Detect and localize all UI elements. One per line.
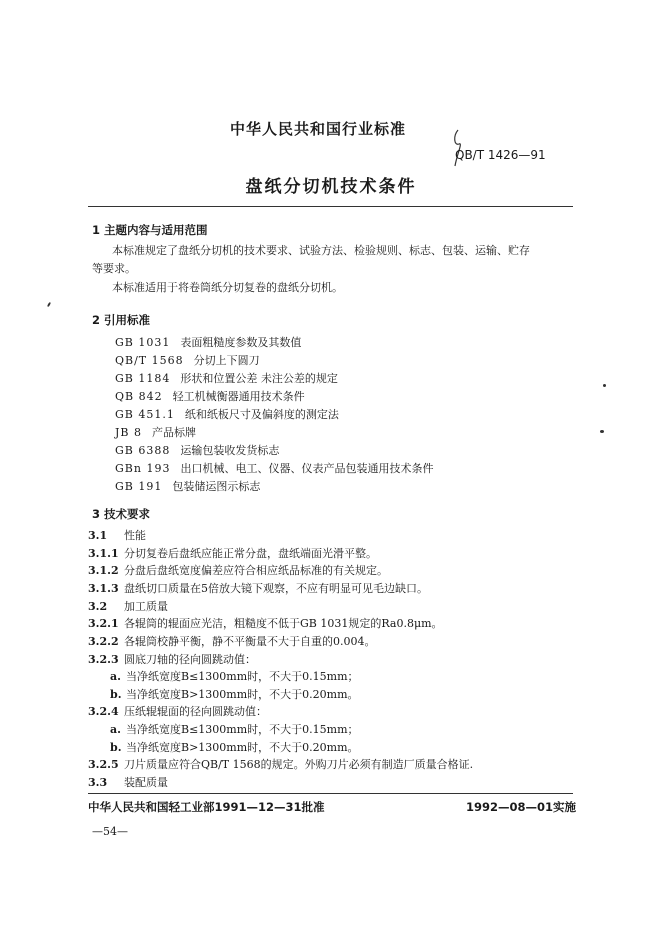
ref-item xyxy=(115,352,260,368)
ref-code: GB 191 xyxy=(115,480,163,493)
ref-title: 出口机械、电工、仪器、仪表产品包装通用技术条件 xyxy=(180,462,434,475)
clause-subitem xyxy=(110,739,359,755)
clause-item xyxy=(88,633,376,649)
clause-number: 3.2.1 xyxy=(88,617,119,630)
ref-code: GBn 193 xyxy=(115,462,171,475)
ref-code: GB 6388 xyxy=(115,444,171,457)
ref-item xyxy=(115,388,305,404)
ref-code: JB 8 xyxy=(115,426,142,439)
clause-text: 当净纸宽度B≤1300mm时，不大于0.15mm； xyxy=(126,723,359,736)
clause-item xyxy=(88,527,146,543)
clause-subitem xyxy=(110,668,359,684)
clause-text: 当净纸宽度B≤1300mm时，不大于0.15mm； xyxy=(126,670,359,683)
clause-item xyxy=(88,756,473,772)
ref-title: 运输包装收发货标志 xyxy=(180,444,280,457)
footer-rule xyxy=(88,793,573,794)
section-1-para1-line2: 等要求。 xyxy=(92,262,136,275)
ref-item xyxy=(115,424,196,440)
ref-title: 轻工机械衡器通用技术条件 xyxy=(172,390,305,403)
clause-sub-letter: b. xyxy=(110,741,122,754)
clause-text: 刀片质量应符合QB/T 1568的规定。外购刀片必须有制造厂质量合格证. xyxy=(124,758,474,771)
clause-text: 分盘后盘纸宽度偏差应符合相应纸品标准的有关规定。 xyxy=(124,564,388,577)
implementation-date: 1992—08—01实施 xyxy=(466,800,577,814)
ref-item xyxy=(115,406,339,422)
ref-title: 表面粗糙度参数及其数值 xyxy=(180,336,302,349)
clause-item xyxy=(88,651,256,667)
section-1-para1-line1: 本标准规定了盘纸分切机的技术要求、试验方法、检验规则、标志、包装、运输、贮存 xyxy=(112,244,530,257)
clause-item xyxy=(88,703,267,719)
clause-number: 3.1 xyxy=(88,529,108,542)
clause-number: 3.2 xyxy=(88,600,108,613)
ref-item xyxy=(115,460,433,476)
clause-sub-letter: b. xyxy=(110,688,122,701)
ref-title: 产品标牌 xyxy=(152,426,196,439)
ref-item xyxy=(115,334,301,350)
ref-title: 纸和纸板尺寸及偏斜度的测定法 xyxy=(184,408,339,421)
clause-text: 圆底刀轴的径向圆跳动值： xyxy=(124,653,256,666)
clause-item xyxy=(88,598,168,614)
clause-number: 3.2.4 xyxy=(88,705,119,718)
clause-text: 各辊筒校静平衡，静不平衡量不大于自重的0.004。 xyxy=(124,635,376,648)
clause-item xyxy=(88,615,443,631)
clause-number: 3.1.1 xyxy=(88,547,119,560)
section-2-heading: 2 引用标准 xyxy=(92,313,151,327)
ref-title: 形状和位置公差 未注公差的规定 xyxy=(180,372,338,385)
clause-number: 3.2.5 xyxy=(88,758,119,771)
ref-title: 包装储运图示标志 xyxy=(172,480,261,493)
ref-code: GB 1031 xyxy=(115,336,171,349)
ref-code: QB 842 xyxy=(115,390,163,403)
clause-text: 装配质量 xyxy=(124,776,168,789)
clause-text: 分切复卷后盘纸应能正常分盘，盘纸端面光滑平整。 xyxy=(124,547,377,560)
clause-number: 3.3 xyxy=(88,776,108,789)
scan-speck xyxy=(600,430,604,433)
clause-number: 3.2.3 xyxy=(88,653,119,666)
section-3-heading: 3 技术要求 xyxy=(92,507,151,521)
header-rule xyxy=(88,206,573,207)
approval-line: 中华人民共和国轻工业部1991—12—31批准 xyxy=(88,800,325,814)
scan-speck xyxy=(603,384,606,387)
ref-item xyxy=(115,370,338,386)
clause-number: 3.1.3 xyxy=(88,582,119,595)
section-1-heading: 1 主题内容与适用范围 xyxy=(92,223,208,237)
clause-item xyxy=(88,545,377,561)
clause-sub-letter: a. xyxy=(110,670,121,683)
clause-text: 压纸辊辊面的径向圆跳动值： xyxy=(124,705,267,718)
document-title: 盘纸分切机技术条件 xyxy=(245,177,417,197)
ref-code: QB/T 1568 xyxy=(115,354,184,367)
page-number: —54— xyxy=(92,825,128,838)
clause-item xyxy=(88,562,388,578)
ref-title: 分切上下圆刀 xyxy=(193,354,260,367)
ref-item xyxy=(115,478,260,494)
clause-number: 3.2.2 xyxy=(88,635,119,648)
section-1-para2: 本标准适用于将卷筒纸分切复卷的盘纸分切机。 xyxy=(112,281,343,294)
scan-speck xyxy=(47,302,51,307)
clause-text: 当净纸宽度B>1300mm时，不大于0.20mm。 xyxy=(126,688,359,701)
ref-item xyxy=(115,442,279,458)
clause-text: 加工质量 xyxy=(124,600,168,613)
issuing-body: 中华人民共和国行业标准 xyxy=(230,120,407,138)
clause-text: 盘纸切口质量在5倍放大镜下观察，不应有明显可见毛边缺口。 xyxy=(124,582,428,595)
clause-sub-letter: a. xyxy=(110,723,121,736)
clause-text: 当净纸宽度B>1300mm时，不大于0.20mm。 xyxy=(126,741,359,754)
clause-text: 性能 xyxy=(124,529,146,542)
clause-subitem xyxy=(110,686,359,702)
ref-code: GB 451.1 xyxy=(115,408,175,421)
clause-item xyxy=(88,580,428,596)
clause-number: 3.1.2 xyxy=(88,564,119,577)
clause-text: 各辊筒的辊面应光洁，粗糙度不低于GB 1031规定的Ra0.8μm。 xyxy=(124,617,443,630)
clause-subitem xyxy=(110,721,359,737)
standard-code: QB/T 1426—91 xyxy=(455,148,546,162)
ref-code: GB 1184 xyxy=(115,372,171,385)
clause-item xyxy=(88,774,168,790)
